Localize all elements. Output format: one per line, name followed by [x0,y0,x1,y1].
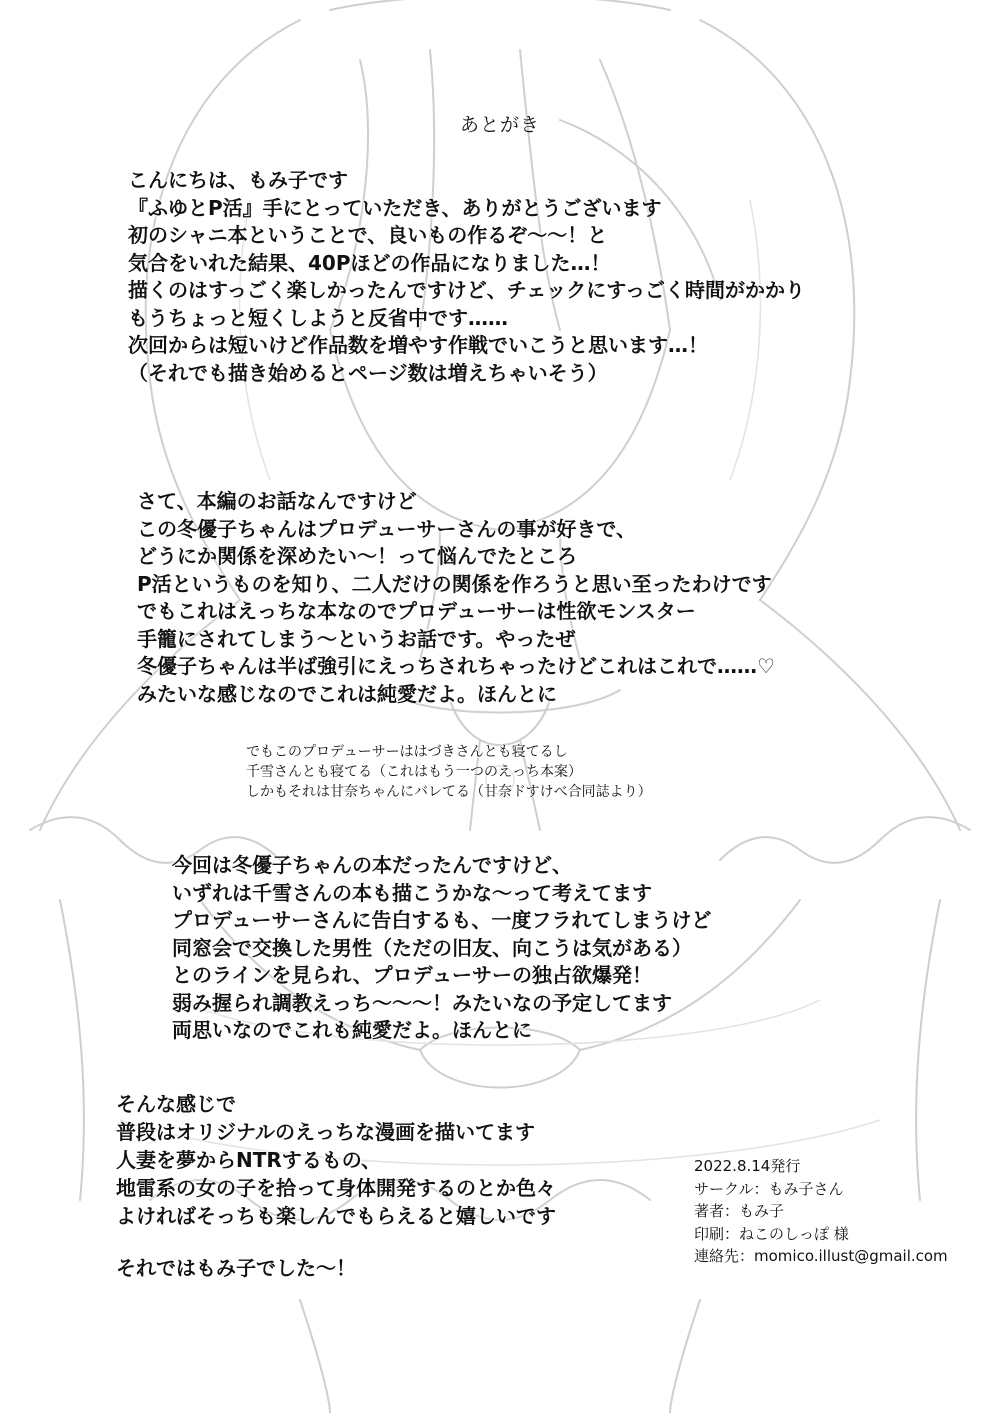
story-paragraph [137,488,775,708]
text-line: 描くのはすっごく楽しかったんですけど、チェックにすっごく時間がかかり [128,278,805,302]
text-line: でもこのプロデューサーははづきさんとも寝てるし [246,744,568,760]
colophon-author: 著者：もみ子 [694,1202,785,1220]
text-line: みたいな感じなのでこれは純愛だよ。ほんとに [137,681,557,706]
text-line: 人妻を夢からNTRするもの、 [116,1148,381,1172]
page-title: あとがき [459,114,540,136]
text-line: 弱み握られ調教えっち～～～！みたいなの予定してます [172,990,672,1015]
intro-paragraph [128,167,805,387]
text-line: この冬優子ちゃんはプロデューサーさんの事が好きで、 [137,516,636,541]
text-line: 地雷系の女の子を拾って身体開発するのとか色々 [116,1176,556,1200]
text-line: よければそっちも楽しんでもらえると嬉しいです [116,1204,556,1228]
text-line: 千雪さんとも寝てる（これはもう一つのえっち本案） [246,764,582,780]
text-line: 手籠にされてしまう～というお話です。やったぜ [137,626,576,651]
text-line: もうちょっと短くしようと反省中です…… [128,305,508,330]
text-line: しかもそれは甘奈ちゃんにバレてる（甘奈ドすけべ合同誌より） [246,784,652,800]
text-line: こんにちは、もみ子です [128,168,348,192]
outro-paragraph [116,1090,556,1230]
text-line: 初のシャニ本ということで、良いもの作るぞ～～！と [128,223,608,247]
text-line: どうにか関係を深めたい～！って悩んでたところ [137,544,577,568]
aside-note [246,742,652,802]
colophon-contact: 連絡先：momico.illust@gmail.com [694,1247,948,1265]
text-line: （それでも描き始めるとページ数は増えちゃいそう） [128,360,608,385]
text-line: とのラインを見られ、プロデューサーの独占欲爆発！ [172,963,652,987]
colophon [694,1155,948,1268]
text-line: 気合をいれた結果、40Pほどの作品になりました…！ [128,250,611,275]
text-line: でもこれはえっちな本なのでプロデューサーは性欲モンスター [137,599,696,623]
text-line: 両思いなのでこれも純愛だよ。ほんとに [172,1018,532,1042]
next-plan-paragraph [172,852,711,1045]
colophon-circle: サークル：もみ子さん [694,1179,844,1198]
text-line: そんな感じで [116,1092,236,1116]
text-line: プロデューサーさんに告白するも、一度フラれてしまうけど [172,908,712,932]
colophon-date: 2022.8.14発行 [694,1157,801,1175]
text-line: 冬優子ちゃんは半ば強引にえっちされちゃったけどこれはこれで……♡ [137,654,775,678]
text-line: P活というものを知り、二人だけの関係を作ろうと思い至ったわけです [137,571,772,596]
text-line: さて、本編のお話なんですけど [137,489,417,513]
text-line: 同窓会で交換した男性（ただの旧友、向こうは気がある） [172,935,692,960]
text-line: 『ふゆとP活』手にとっていただき、ありがとうございます [128,195,662,220]
text-line: 今回は冬優子ちゃんの本だったんですけど、 [172,853,572,877]
closing-line: それではもみ子でした～！ [116,1256,356,1280]
text-line: いずれは千雪さんの本も描こうかな～って考えてます [172,880,652,905]
text-line: 次回からは短いけど作品数を増やす作戦でいこうと思います…！ [128,333,708,357]
text-line: 普段はオリジナルのえっちな漫画を描いてます [116,1120,535,1144]
colophon-printer: 印刷：ねこのしっぽ 様 [694,1224,849,1243]
